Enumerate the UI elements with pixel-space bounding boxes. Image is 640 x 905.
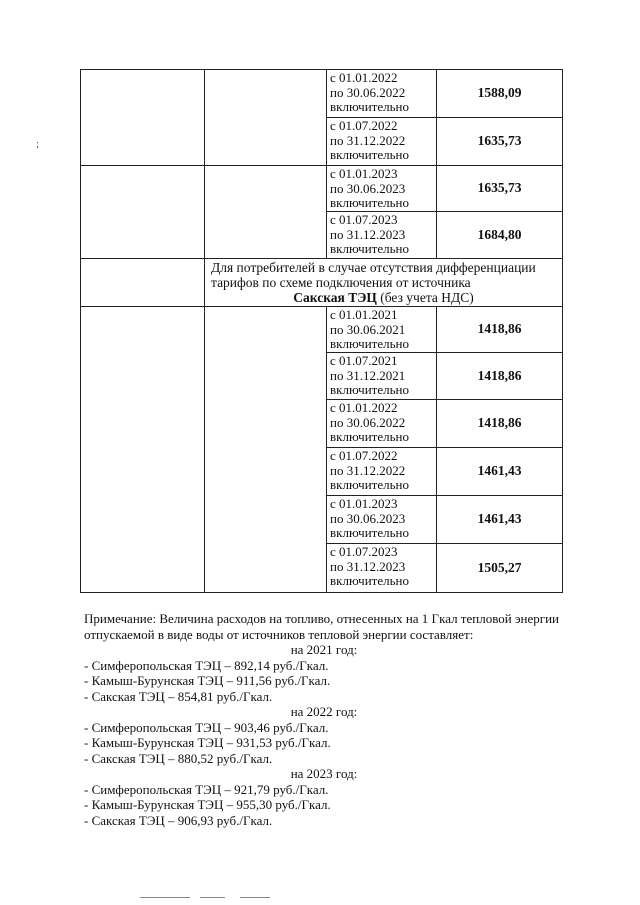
table-row: [81, 70, 563, 118]
blank-cell: [205, 70, 327, 166]
list-item: - Сакская ТЭЦ – 854,81 руб./Гкал.: [84, 688, 273, 704]
tariff-value: 1635,73: [437, 118, 563, 166]
period-inclusive: включительно: [330, 241, 409, 256]
period-inclusive: включительно: [330, 477, 409, 492]
period-to: по 31.12.2023: [330, 226, 406, 242]
period-cell: [327, 166, 437, 212]
blank-cell: [81, 166, 205, 259]
period-inclusive: включительно: [330, 99, 409, 114]
year-heading: на 2023 год:: [290, 766, 358, 781]
margin-mark: ;: [36, 138, 40, 150]
blank-cell: [81, 70, 205, 166]
period-to: по 30.06.2021: [330, 321, 406, 337]
period-cell: [327, 70, 437, 118]
period-to: по 30.06.2023: [330, 180, 406, 196]
blank-cell: [205, 307, 327, 593]
period-from: с 01.07.2022: [330, 118, 398, 133]
blank-cell: [205, 166, 327, 259]
period-from: с 01.01.2022: [330, 70, 398, 85]
tariff-value: 1635,73: [437, 166, 563, 212]
period-inclusive: включительно: [330, 429, 409, 444]
consumer-note-row: [81, 259, 563, 307]
note-line-1: Примечание: Величина расходов на топливо, отнесенных на 1 Гкал тепловой энергии: [84, 611, 560, 626]
list-item: - Симферопольская ТЭЦ – 921,79 руб./Гкал.: [84, 781, 329, 797]
period-from: с 01.01.2023: [330, 496, 398, 511]
year-heading: на 2022 год:: [290, 704, 358, 719]
tariff-value: 1418,86: [437, 400, 563, 448]
period-from: с 01.07.2023: [330, 544, 398, 559]
scan-artifact: [140, 897, 190, 898]
list-item: - Сакская ТЭЦ – 906,93 руб./Гкал.: [84, 812, 273, 828]
period-to: по 31.12.2022: [330, 132, 406, 148]
tariff-value: 1418,86: [437, 353, 563, 400]
period-inclusive: включительно: [330, 382, 409, 397]
period-inclusive: включительно: [330, 147, 409, 162]
period-from: с 01.01.2023: [330, 166, 398, 181]
scan-artifact: [240, 897, 270, 898]
fuel-cost-note: [84, 611, 564, 828]
tariff-value: 1505,27: [437, 544, 563, 593]
list-item: - Симферопольская ТЭЦ – 903,46 руб./Гкал.: [84, 719, 329, 735]
period-cell: [327, 496, 437, 544]
period-to: по 31.12.2022: [330, 462, 406, 478]
period-from: с 01.07.2023: [330, 212, 398, 227]
period-from: с 01.01.2021: [330, 307, 398, 322]
list-item: - Камыш-Бурунская ТЭЦ – 955,30 руб./Гкал.: [84, 797, 331, 812]
tariff-table: [80, 69, 563, 593]
period-from: с 01.07.2021: [330, 353, 398, 368]
note-line-1: Для потребителей в случае отсутствия дифференциации: [211, 260, 536, 275]
period-to: по 30.06.2022: [330, 414, 406, 430]
tariff-value: 1684,80: [437, 212, 563, 259]
year-heading: на 2021 год:: [290, 642, 358, 657]
blank-cell: [81, 307, 205, 593]
consumer-note-cell: [205, 259, 563, 307]
period-from: с 01.07.2022: [330, 448, 398, 463]
tariff-value: 1461,43: [437, 496, 563, 544]
tariff-value: 1461,43: [437, 448, 563, 496]
list-item: - Камыш-Бурунская ТЭЦ – 911,56 руб./Гкал.: [84, 673, 331, 688]
period-cell: [327, 118, 437, 166]
period-cell: [327, 212, 437, 259]
tariff-value: 1588,09: [437, 70, 563, 118]
period-inclusive: включительно: [330, 336, 409, 351]
period-cell: [327, 400, 437, 448]
table-row: [81, 166, 563, 212]
period-cell: [327, 448, 437, 496]
table-row: [81, 307, 563, 353]
period-cell: [327, 353, 437, 400]
tariff-value: 1418,86: [437, 307, 563, 353]
list-item: - Симферопольская ТЭЦ – 892,14 руб./Гкал.: [84, 657, 329, 673]
source-name: Сакская ТЭЦ: [293, 290, 377, 305]
period-to: по 31.12.2023: [330, 558, 406, 574]
period-to: по 30.06.2022: [330, 84, 406, 100]
list-item: - Сакская ТЭЦ – 880,52 руб./Гкал.: [84, 750, 273, 766]
period-from: с 01.01.2022: [330, 400, 398, 415]
period-cell: [327, 307, 437, 353]
period-to: по 31.12.2021: [330, 367, 406, 383]
source-suffix: (без учета НДС): [376, 290, 474, 305]
period-cell: [327, 544, 437, 593]
period-inclusive: включительно: [330, 573, 409, 588]
period-inclusive: включительно: [330, 195, 409, 210]
scan-artifact: [200, 897, 225, 898]
note-line-2: отпускаемой в виде воды от источников тепловой энергии составляет:: [84, 626, 474, 642]
list-item: - Камыш-Бурунская ТЭЦ – 931,53 руб./Гкал.: [84, 735, 331, 750]
source-line: [211, 290, 556, 305]
period-to: по 30.06.2023: [330, 510, 406, 526]
note-line-2: тарифов по схеме подключения от источника: [211, 275, 471, 290]
period-inclusive: включительно: [330, 525, 409, 540]
blank-cell: [81, 259, 205, 307]
